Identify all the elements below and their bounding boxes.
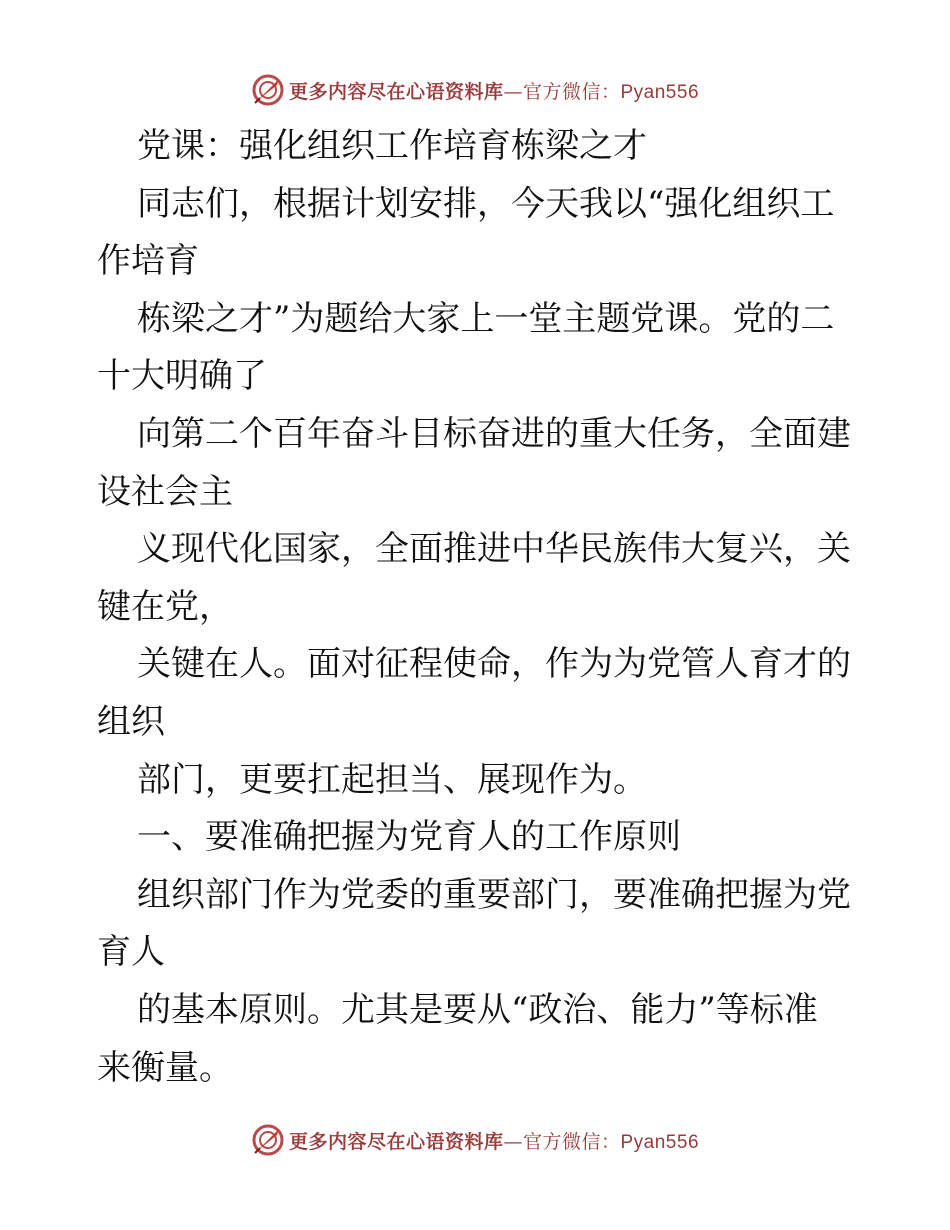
watermark-wechat-label: 官方微信：: [522, 80, 621, 103]
text-line: 育人: [97, 932, 165, 973]
watermark-wechat-label: 官方微信：: [522, 1130, 621, 1153]
watermark-wechat-id: Pyan556: [620, 81, 700, 103]
text-line: 设社会主: [97, 471, 233, 512]
text-line: 来衡量。: [97, 1047, 233, 1088]
text-line: 作培育: [97, 241, 199, 282]
watermark-wechat-id: Pyan556: [620, 1131, 700, 1153]
pen-logo-icon: [251, 1123, 285, 1157]
text-line: 义现代化国家，全面推进中华民族伟大复兴，关: [137, 529, 851, 570]
watermark-text: [289, 77, 699, 104]
header-watermark: [0, 70, 950, 110]
text-line: 组织: [97, 701, 165, 742]
text-line: 键在党，: [97, 586, 233, 627]
watermark-separator: —: [503, 1130, 523, 1153]
pen-logo-icon: [251, 73, 285, 107]
watermark-separator: —: [503, 80, 523, 103]
text-line: 一、要准确把握为党育人的工作原则: [137, 817, 681, 858]
watermark-brand: 更多内容尽在心语资料库: [288, 1130, 504, 1153]
text-line: 同志们，根据计划安排，今天我以“强化组织工: [137, 183, 835, 224]
text-line: 的基本原则。尤其是要从“政治、能力”等标准: [137, 989, 818, 1030]
watermark-brand: 更多内容尽在心语资料库: [288, 80, 504, 103]
text-line: 向第二个百年奋斗目标奋进的重大任务，全面建: [137, 413, 851, 454]
text-line: 栋梁之才”为题给大家上一堂主题党课。党的二: [137, 298, 835, 339]
text-line: 部门，更要扛起担当、展现作为。: [137, 759, 647, 800]
text-line: 关键在人。面对征程使命，作为为党管人育才的: [137, 644, 851, 685]
document-body: [97, 118, 857, 1097]
watermark-text: [289, 1127, 699, 1154]
footer-watermark: [0, 1120, 950, 1160]
text-line: 十大明确了: [97, 356, 267, 397]
text-line: 组织部门作为党委的重要部门，要准确把握为党: [137, 874, 851, 915]
document-title: 党课：强化组织工作培育栋梁之才: [137, 126, 647, 166]
